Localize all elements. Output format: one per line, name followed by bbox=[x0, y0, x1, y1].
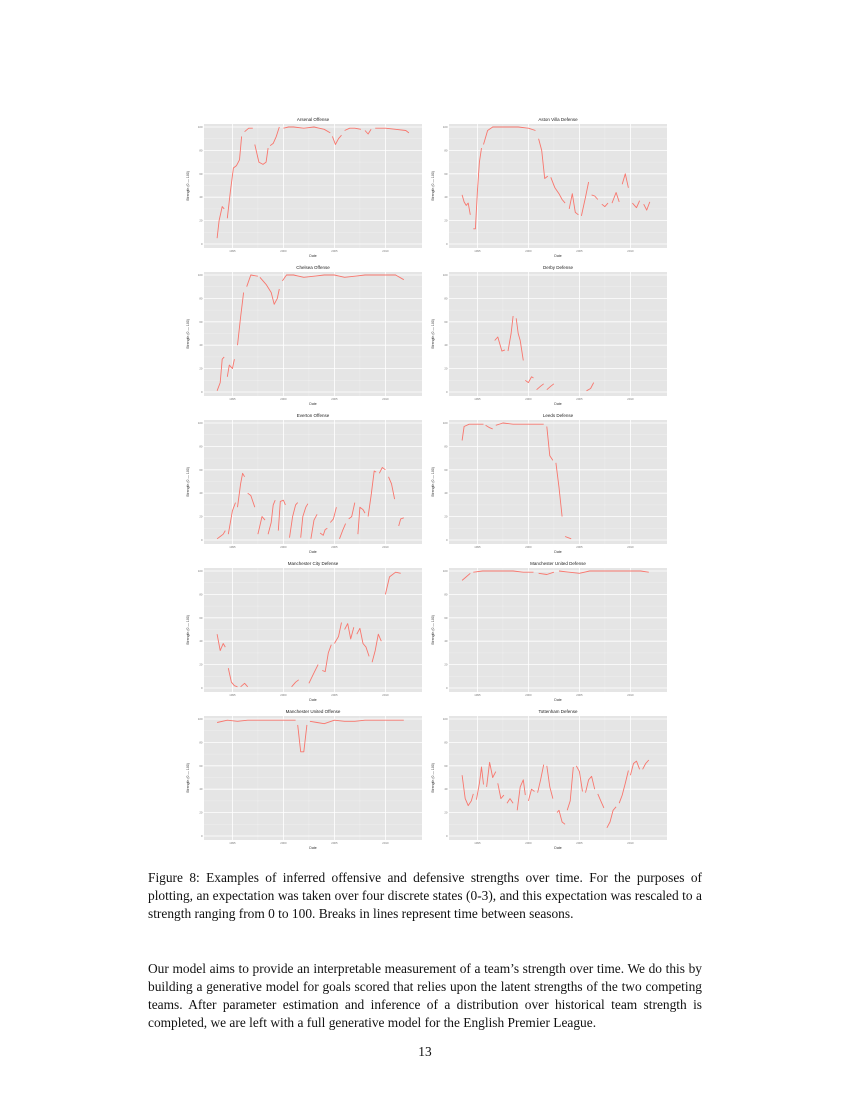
data-line bbox=[357, 628, 369, 656]
data-line bbox=[539, 572, 554, 574]
svg-text:1995: 1995 bbox=[474, 841, 481, 845]
svg-text:2005: 2005 bbox=[331, 397, 338, 401]
svg-text:80: 80 bbox=[199, 148, 203, 153]
svg-text:2000: 2000 bbox=[525, 841, 532, 845]
data-line bbox=[365, 129, 371, 134]
data-line bbox=[612, 193, 619, 204]
svg-text:20: 20 bbox=[199, 366, 203, 371]
plot-area bbox=[442, 568, 667, 697]
svg-text:0: 0 bbox=[200, 538, 203, 542]
x-axis-label: Date bbox=[554, 698, 562, 702]
y-axis-label: Strength (0 — 100) bbox=[186, 615, 190, 645]
chart-panel bbox=[186, 264, 426, 412]
plot-area bbox=[442, 124, 667, 253]
body-paragraph: Our model aims to provide an interpretable measurement of a team’s strength over time. We do this by building a generative model for goals scored that relies upon the latent strengths of the two competing teams. After parameter estimation and inference of a distribution over historical team strength is completed, we are left with a full generative model for the English Premier League. bbox=[148, 961, 702, 1030]
x-axis-label: Date bbox=[554, 402, 562, 406]
svg-text:100: 100 bbox=[197, 125, 203, 129]
data-line bbox=[217, 720, 296, 722]
data-line bbox=[228, 668, 237, 687]
svg-text:60: 60 bbox=[199, 319, 203, 324]
svg-text:0: 0 bbox=[445, 242, 448, 246]
chart-title: Manchester United Offense bbox=[285, 709, 341, 714]
data-line bbox=[258, 517, 265, 535]
data-line bbox=[567, 767, 573, 810]
svg-text:100: 100 bbox=[442, 569, 448, 573]
svg-text:0: 0 bbox=[445, 538, 448, 542]
data-line bbox=[462, 195, 470, 215]
svg-text:20: 20 bbox=[444, 810, 448, 815]
svg-text:20: 20 bbox=[444, 662, 448, 667]
svg-text:1995: 1995 bbox=[229, 545, 236, 549]
svg-text:40: 40 bbox=[444, 639, 448, 644]
data-line bbox=[298, 725, 307, 752]
svg-text:1995: 1995 bbox=[229, 841, 236, 845]
svg-text:100: 100 bbox=[197, 717, 203, 721]
data-line bbox=[292, 680, 299, 687]
y-axis-label: Strength (0 — 100) bbox=[431, 615, 435, 645]
svg-text:80: 80 bbox=[444, 592, 448, 597]
data-line bbox=[322, 645, 331, 672]
data-line bbox=[311, 514, 317, 539]
svg-text:2010: 2010 bbox=[627, 545, 634, 549]
data-line bbox=[283, 127, 330, 133]
plot-area bbox=[442, 272, 667, 401]
data-line bbox=[619, 771, 628, 804]
data-line bbox=[310, 720, 404, 724]
svg-text:20: 20 bbox=[199, 218, 203, 223]
chart-panel bbox=[186, 560, 426, 708]
chart-title: Leeds Defense bbox=[542, 413, 574, 418]
svg-text:2000: 2000 bbox=[525, 693, 532, 697]
chart-title: Chelsea Offense bbox=[296, 265, 330, 270]
data-line bbox=[399, 518, 404, 526]
chart-title: Everton Offense bbox=[296, 413, 330, 418]
svg-text:2005: 2005 bbox=[576, 841, 583, 845]
svg-text:60: 60 bbox=[444, 763, 448, 768]
data-line bbox=[643, 760, 649, 769]
svg-text:80: 80 bbox=[199, 296, 203, 301]
svg-text:0: 0 bbox=[200, 686, 203, 690]
svg-text:1995: 1995 bbox=[474, 693, 481, 697]
chart-panel bbox=[186, 116, 426, 264]
data-line bbox=[217, 531, 225, 539]
svg-text:2005: 2005 bbox=[576, 693, 583, 697]
svg-text:0: 0 bbox=[445, 390, 448, 394]
svg-text:40: 40 bbox=[199, 639, 203, 644]
svg-text:2010: 2010 bbox=[627, 693, 634, 697]
svg-text:40: 40 bbox=[199, 343, 203, 348]
plot-area bbox=[442, 420, 667, 549]
svg-text:1995: 1995 bbox=[474, 397, 481, 401]
svg-text:2000: 2000 bbox=[280, 249, 287, 253]
svg-text:80: 80 bbox=[199, 740, 203, 745]
data-line bbox=[358, 507, 365, 534]
svg-text:40: 40 bbox=[444, 195, 448, 200]
svg-text:2010: 2010 bbox=[382, 841, 389, 845]
y-axis-label: Strength (0 — 100) bbox=[431, 171, 435, 201]
svg-text:20: 20 bbox=[444, 514, 448, 519]
chart-panel bbox=[186, 708, 426, 856]
svg-text:2005: 2005 bbox=[576, 249, 583, 253]
data-line bbox=[227, 359, 234, 377]
plot-area bbox=[442, 716, 667, 845]
data-line bbox=[368, 471, 376, 517]
svg-text:40: 40 bbox=[199, 195, 203, 200]
svg-text:2010: 2010 bbox=[382, 693, 389, 697]
y-axis-label: Strength (0 — 100) bbox=[431, 319, 435, 349]
chart-panel bbox=[186, 412, 426, 560]
chart-panel bbox=[431, 412, 671, 560]
svg-text:60: 60 bbox=[199, 467, 203, 472]
svg-text:100: 100 bbox=[442, 421, 448, 425]
chart-title: Tottenham Defense bbox=[538, 709, 578, 714]
svg-text:1995: 1995 bbox=[229, 249, 236, 253]
data-line bbox=[309, 665, 318, 684]
svg-text:60: 60 bbox=[199, 615, 203, 620]
data-line bbox=[332, 135, 341, 144]
data-line bbox=[217, 357, 224, 391]
data-line bbox=[228, 503, 235, 535]
svg-text:60: 60 bbox=[444, 615, 448, 620]
svg-text:100: 100 bbox=[442, 273, 448, 277]
svg-text:2005: 2005 bbox=[576, 545, 583, 549]
data-line bbox=[565, 537, 571, 539]
data-line bbox=[632, 201, 639, 208]
svg-text:80: 80 bbox=[444, 444, 448, 449]
svg-text:80: 80 bbox=[444, 740, 448, 745]
svg-text:1995: 1995 bbox=[229, 693, 236, 697]
data-line bbox=[268, 500, 275, 534]
data-line bbox=[538, 765, 544, 793]
data-line bbox=[547, 766, 553, 799]
data-line bbox=[241, 683, 248, 687]
y-axis-label: Strength (0 — 100) bbox=[431, 763, 435, 793]
svg-text:2000: 2000 bbox=[280, 841, 287, 845]
svg-text:2010: 2010 bbox=[382, 397, 389, 401]
data-line bbox=[301, 504, 308, 538]
data-line bbox=[385, 572, 400, 594]
svg-text:0: 0 bbox=[200, 242, 203, 246]
plot-area bbox=[197, 716, 422, 845]
figure-caption: Figure 8: Examples of inferred offensive and defensive strengths over time. For the purposes of plotting, an expectation was taken over four discrete states (0-3), and this expectation was rescaled to a strength ranging from 0 to 100. Breaks in lines represent time between seasons. bbox=[148, 870, 702, 921]
svg-text:2000: 2000 bbox=[280, 545, 287, 549]
data-line bbox=[556, 463, 562, 517]
x-axis-label: Date bbox=[309, 698, 317, 702]
svg-text:20: 20 bbox=[199, 514, 203, 519]
svg-text:100: 100 bbox=[197, 421, 203, 425]
chart-title: Derby Defense bbox=[542, 265, 573, 270]
svg-text:2005: 2005 bbox=[331, 545, 338, 549]
svg-text:1995: 1995 bbox=[229, 397, 236, 401]
x-axis-label: Date bbox=[554, 254, 562, 258]
svg-text:2005: 2005 bbox=[576, 397, 583, 401]
data-line bbox=[345, 624, 354, 639]
chart-panel bbox=[431, 560, 671, 708]
y-axis-label: Strength (0 — 100) bbox=[431, 467, 435, 497]
svg-text:0: 0 bbox=[445, 686, 448, 690]
data-line bbox=[516, 318, 523, 360]
svg-text:20: 20 bbox=[444, 218, 448, 223]
data-line bbox=[375, 128, 409, 133]
svg-text:1995: 1995 bbox=[474, 545, 481, 549]
svg-text:60: 60 bbox=[199, 763, 203, 768]
data-line bbox=[238, 473, 245, 507]
data-line bbox=[245, 128, 253, 132]
data-line bbox=[372, 634, 381, 662]
data-line bbox=[255, 145, 268, 165]
x-axis-label: Date bbox=[309, 254, 317, 258]
data-line bbox=[587, 383, 594, 391]
svg-text:100: 100 bbox=[197, 569, 203, 573]
x-axis-label: Date bbox=[309, 402, 317, 406]
svg-text:40: 40 bbox=[199, 787, 203, 792]
data-line bbox=[334, 623, 341, 644]
data-line bbox=[290, 503, 298, 538]
svg-text:2005: 2005 bbox=[331, 249, 338, 253]
svg-text:80: 80 bbox=[444, 296, 448, 301]
svg-text:2005: 2005 bbox=[331, 841, 338, 845]
plot-area bbox=[197, 568, 422, 697]
svg-text:60: 60 bbox=[444, 171, 448, 176]
svg-text:2010: 2010 bbox=[382, 545, 389, 549]
chart-title: Manchester United Defense bbox=[530, 561, 586, 566]
svg-text:2000: 2000 bbox=[525, 397, 532, 401]
data-line bbox=[238, 293, 244, 346]
data-line bbox=[248, 493, 255, 507]
x-axis-label: Date bbox=[309, 550, 317, 554]
data-line bbox=[537, 384, 544, 390]
y-axis-label: Strength (0 — 100) bbox=[186, 763, 190, 793]
svg-text:1995: 1995 bbox=[474, 249, 481, 253]
y-axis-label: Strength (0 — 100) bbox=[186, 319, 190, 349]
svg-text:40: 40 bbox=[199, 491, 203, 496]
plot-area bbox=[197, 124, 422, 253]
svg-text:0: 0 bbox=[200, 834, 203, 838]
data-line bbox=[462, 573, 470, 580]
svg-text:100: 100 bbox=[442, 125, 448, 129]
chart-title: Manchester City Defense bbox=[287, 561, 339, 566]
svg-text:2010: 2010 bbox=[382, 249, 389, 253]
svg-text:2010: 2010 bbox=[627, 841, 634, 845]
chart-panel bbox=[431, 708, 671, 856]
data-line bbox=[247, 275, 258, 287]
plot-area bbox=[197, 420, 422, 549]
svg-text:2000: 2000 bbox=[525, 545, 532, 549]
svg-text:20: 20 bbox=[444, 366, 448, 371]
svg-text:100: 100 bbox=[197, 273, 203, 277]
plot-area bbox=[197, 272, 422, 401]
data-line bbox=[379, 468, 385, 474]
data-line bbox=[495, 337, 505, 351]
page-number: 13 bbox=[418, 1044, 432, 1059]
figure-8 bbox=[186, 116, 676, 856]
data-line bbox=[345, 128, 361, 130]
data-line bbox=[547, 384, 554, 390]
svg-text:40: 40 bbox=[444, 343, 448, 348]
data-line bbox=[227, 136, 241, 218]
data-line bbox=[547, 427, 553, 461]
chart-title: Arsenal Offense bbox=[296, 117, 330, 122]
svg-text:2000: 2000 bbox=[280, 693, 287, 697]
svg-text:60: 60 bbox=[199, 171, 203, 176]
x-axis-label: Date bbox=[554, 550, 562, 554]
data-line bbox=[462, 424, 483, 440]
data-line bbox=[630, 761, 639, 775]
svg-text:2000: 2000 bbox=[280, 397, 287, 401]
data-line bbox=[586, 776, 595, 792]
svg-text:100: 100 bbox=[442, 717, 448, 721]
data-line bbox=[607, 807, 616, 828]
chart-panel bbox=[431, 116, 671, 264]
data-line bbox=[486, 425, 493, 429]
svg-text:20: 20 bbox=[199, 810, 203, 815]
svg-text:40: 40 bbox=[444, 787, 448, 792]
data-line bbox=[270, 127, 279, 146]
data-line bbox=[320, 528, 327, 535]
data-line bbox=[517, 780, 525, 811]
chart-title: Aston Villa Defense bbox=[538, 117, 578, 122]
svg-text:2005: 2005 bbox=[331, 693, 338, 697]
y-axis-label: Strength (0 — 100) bbox=[186, 467, 190, 497]
svg-text:2010: 2010 bbox=[627, 397, 634, 401]
svg-text:2010: 2010 bbox=[627, 249, 634, 253]
x-axis-label: Date bbox=[309, 846, 317, 850]
svg-text:20: 20 bbox=[199, 662, 203, 667]
y-axis-label: Strength (0 — 100) bbox=[186, 171, 190, 201]
svg-text:80: 80 bbox=[199, 592, 203, 597]
data-line bbox=[217, 634, 225, 650]
svg-text:2000: 2000 bbox=[525, 249, 532, 253]
data-line bbox=[484, 127, 536, 145]
data-line bbox=[217, 207, 224, 239]
data-line bbox=[581, 182, 588, 216]
chart-panel bbox=[431, 264, 671, 412]
data-line bbox=[525, 377, 533, 383]
svg-text:0: 0 bbox=[445, 834, 448, 838]
svg-text:80: 80 bbox=[199, 444, 203, 449]
data-line bbox=[539, 139, 548, 179]
data-line bbox=[340, 524, 346, 539]
data-line bbox=[260, 277, 279, 304]
data-line bbox=[389, 477, 395, 499]
x-axis-label: Date bbox=[554, 846, 562, 850]
data-line bbox=[330, 507, 336, 522]
svg-text:80: 80 bbox=[444, 148, 448, 153]
data-line bbox=[528, 789, 534, 801]
svg-text:60: 60 bbox=[444, 467, 448, 472]
data-line bbox=[551, 177, 565, 203]
svg-text:0: 0 bbox=[200, 390, 203, 394]
svg-text:40: 40 bbox=[444, 491, 448, 496]
svg-text:60: 60 bbox=[444, 319, 448, 324]
